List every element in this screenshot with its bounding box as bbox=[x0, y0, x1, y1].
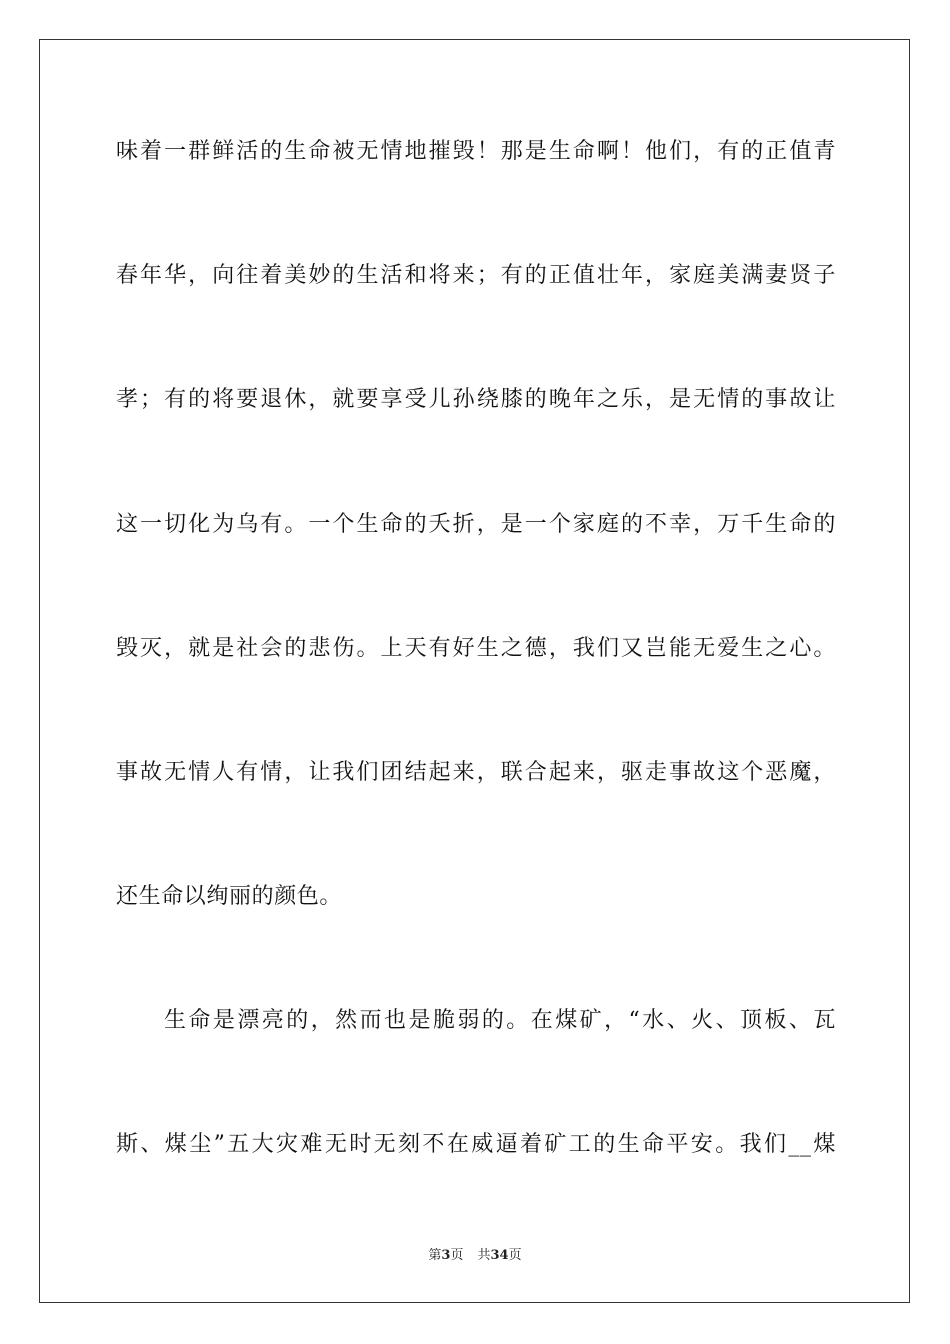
page-number: 3 bbox=[441, 1248, 451, 1263]
page-footer bbox=[0, 1247, 950, 1265]
body-text-line-7: 还生命以绚丽的颜色。 bbox=[116, 884, 343, 909]
total-prefix: 共 bbox=[477, 1248, 491, 1263]
body-text-line-8: 生命是漂亮的，然而也是脆弱的。在煤矿，“水、火、顶板、瓦 bbox=[164, 1008, 836, 1033]
page-prefix: 第 bbox=[428, 1248, 442, 1263]
page-suffix: 页 bbox=[450, 1248, 464, 1263]
body-text-line-5: 毁灭，就是社会的悲伤。上天有好生之德，我们又岂能无爱生之心。 bbox=[116, 636, 836, 661]
page-border bbox=[39, 39, 910, 1303]
body-text-line-3: 孝；有的将要退休，就要享受儿孙绕膝的晚年之乐，是无情的事故让 bbox=[116, 387, 836, 412]
body-text-line-4: 这一切化为乌有。一个生命的夭折，是一个家庭的不幸，万千生命的 bbox=[116, 512, 836, 537]
body-text-line-6: 事故无情人有情，让我们团结起来，联合起来，驱走事故这个恶魔， bbox=[116, 760, 836, 785]
total-pages: 34 bbox=[490, 1248, 509, 1263]
body-text-line-2: 春年华，向往着美妙的生活和将来；有的正值壮年，家庭美满妻贤子 bbox=[116, 263, 836, 288]
body-text-line-1: 味着一群鲜活的生命被无情地摧毁！那是生命啊！他们，有的正值青 bbox=[116, 139, 836, 164]
body-text-line-9: 斯、煤尘”五大灾难无时无刻不在威逼着矿工的生命平安。我们__煤 bbox=[116, 1132, 836, 1157]
total-suffix: 页 bbox=[508, 1248, 522, 1263]
